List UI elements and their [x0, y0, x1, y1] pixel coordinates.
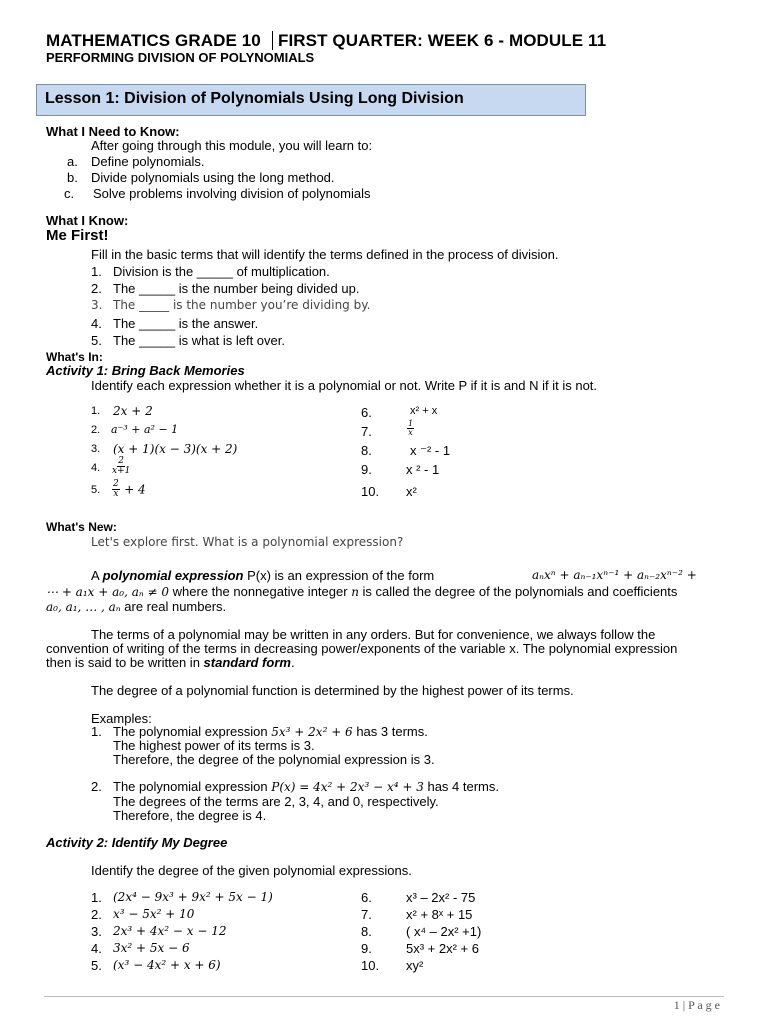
what-i-know-heading: What I Know:	[46, 213, 129, 228]
fraction-numerator: 2	[118, 456, 125, 466]
activity2-title: Activity 2: Identify My Degree	[46, 835, 228, 850]
item-number: 6.	[361, 890, 372, 905]
objective-label: a.	[67, 154, 78, 169]
definition-term: polynomial expression	[102, 568, 244, 583]
question-text: The _____ is what is left over.	[113, 333, 285, 348]
degree-definition: The degree of a polynomial function is determined by the highest power of its terms.	[91, 683, 574, 698]
fraction-numerator: 1	[408, 419, 414, 429]
expression: x ⁻² - 1	[410, 443, 451, 458]
fraction-expression	[407, 420, 414, 438]
fraction-denominator: x+1	[112, 466, 131, 476]
examples-label: Examples:	[91, 711, 152, 726]
question-number: 3.	[91, 298, 103, 312]
fraction-expression	[112, 480, 146, 499]
expression: ( x⁴ – 2x² +1)	[406, 924, 482, 939]
item-number: 10.	[361, 484, 380, 499]
example-text: The polynomial expression	[113, 779, 268, 794]
item-number: 8.	[361, 924, 372, 939]
item-number: 4.	[91, 462, 101, 474]
title-divider	[272, 31, 273, 50]
expression: x²	[406, 484, 417, 499]
question-number: 4.	[91, 316, 102, 331]
item-number: 2.	[91, 424, 101, 436]
example-number: 2.	[91, 779, 102, 794]
expression: 3x² + 5x − 6	[113, 941, 190, 955]
module-title-right: FIRST QUARTER: WEEK 6 - MODULE 11	[278, 31, 607, 50]
item-number: 4.	[91, 941, 102, 956]
objective-text: Solve problems involving division of polynomials	[93, 186, 371, 201]
expression: 2x + 2	[113, 404, 153, 418]
expression: 2x³ + 4x² − x − 12	[113, 924, 227, 938]
example-text: The polynomial expression	[113, 724, 268, 739]
example-line	[113, 779, 499, 794]
item-number: 1.	[91, 890, 102, 905]
expression: (x³ − 4x² + x + 6)	[113, 958, 221, 972]
expression: x³ – 2x² - 75	[406, 890, 476, 905]
item-number: 7.	[361, 907, 372, 922]
need-to-know-heading: What I Need to Know:	[46, 124, 180, 139]
example-line: The degrees of the terms are 2, 3, 4, and 0, respectively.	[113, 794, 439, 809]
question-number: 1.	[91, 264, 102, 279]
question-number: 5.	[91, 333, 102, 348]
module-title-left: MATHEMATICS GRADE 10	[46, 31, 261, 50]
definition-text: P(x) is an expression of the form	[247, 568, 435, 583]
paragraph-line: The terms of a polynomial may be written in any orders. But for convenience, we always follow the	[91, 627, 656, 642]
question-text: Division is the _____ of multiplication.	[113, 264, 330, 279]
module-subtitle: PERFORMING DIVISION OF POLYNOMIALS	[46, 50, 315, 65]
item-number: 2.	[91, 907, 102, 922]
definition-line2	[46, 584, 677, 599]
question-text: The _____ is the number being divided up.	[113, 281, 360, 296]
expression: a⁻³ + a² − 1	[111, 423, 179, 436]
question-text: The _____ is the number you’re dividing by.	[113, 298, 371, 312]
item-number: 6.	[361, 405, 372, 420]
item-number: 5.	[91, 958, 102, 973]
definition-text: is called the degree of the polynomials and coefficients	[362, 584, 678, 599]
item-number: 3.	[91, 924, 102, 939]
expression-tail: + 4	[124, 482, 146, 497]
example-line: Therefore, the degree of the polynomial expression is 3.	[113, 752, 435, 767]
fraction-numerator: 2	[113, 479, 119, 489]
definition-text: where the nonnegative integer	[172, 584, 348, 599]
item-number: 10.	[361, 958, 380, 973]
activity1-title: Activity 1: Bring Back Memories	[46, 363, 245, 378]
objective-text: Divide polynomials using the long method.	[91, 170, 335, 185]
objective-label: b.	[67, 170, 78, 185]
example-number: 1.	[91, 724, 102, 739]
item-number: 1.	[91, 405, 101, 417]
whats-in-heading: What's In:	[46, 350, 103, 364]
definition-text: are real numbers.	[124, 599, 227, 614]
definition-line1	[91, 568, 434, 583]
expression: x² + 8ˣ + 15	[406, 907, 473, 922]
expression: (2x⁴ − 9x³ + 9x² + 5x − 1)	[113, 890, 273, 904]
example-expression: P(x) = 4x² + 2x³ − x⁴ + 3	[271, 780, 424, 794]
footer-divider	[44, 996, 724, 997]
definition-text: A	[91, 568, 99, 583]
coefficients: a₀, a₁, … , aₙ	[46, 600, 121, 614]
example-line: The highest power of its terms is 3.	[113, 738, 315, 753]
item-number: 8.	[361, 443, 372, 458]
objective-label: c.	[64, 186, 75, 201]
fraction-expression	[112, 457, 130, 476]
paragraph-line: convention of writing of the terms in decreasing power/exponents of the variable x. The polynomial expression	[46, 641, 678, 656]
item-number: 9.	[361, 462, 372, 477]
question-number: 2.	[91, 281, 102, 296]
item-number: 9.	[361, 941, 372, 956]
expression: 5x³ + 2x² + 6	[406, 941, 479, 956]
activity1-instruction: Identify each expression whether it is a polynomial or not. Write P if it is and N if it is not.	[91, 378, 598, 393]
lesson-title: Lesson 1: Division of Polynomials Using Long Division	[45, 90, 464, 107]
fill-in-instruction: Fill in the basic terms that will identify the terms defined in the process of division.	[91, 247, 559, 262]
paragraph-text: then is said to be written in	[46, 655, 200, 670]
polynomial-general-form: aₙxⁿ + aₙ₋₁xⁿ⁻¹ + aₙ₋₂xⁿ⁻² +	[532, 568, 697, 582]
definition-line3	[46, 599, 226, 614]
polynomial-general-form-tail: ⋯ + a₁x + a₀, aₙ ≠ 0	[46, 585, 170, 599]
expression: (x + 1)(x − 3)(x + 2)	[113, 442, 238, 456]
me-first-heading: Me First!	[46, 227, 109, 244]
item-number: 3.	[91, 443, 101, 455]
variable-n: n	[351, 585, 359, 599]
whats-new-heading: What's New:	[46, 520, 117, 534]
example-text: has 3 terms.	[356, 724, 428, 739]
fraction-denominator: x	[113, 489, 119, 499]
lesson-title-box	[36, 84, 586, 116]
need-to-know-intro: After going through this module, you will learn to:	[91, 138, 373, 153]
objective-text: Define polynomials.	[91, 154, 205, 169]
example-text: has 4 terms.	[427, 779, 499, 794]
whats-new-intro: Let's explore first. What is a polynomial expression?	[91, 535, 404, 549]
example-line: Therefore, the degree is 4.	[113, 808, 267, 823]
question-text: The _____ is the answer.	[113, 316, 259, 331]
expression: xy²	[406, 958, 424, 973]
page-number: 1 | P a g e	[673, 998, 720, 1012]
fraction-denominator: x	[408, 428, 413, 438]
activity2-instruction: Identify the degree of the given polynomial expressions.	[91, 863, 412, 878]
example-line	[113, 724, 428, 739]
expression: x ² - 1	[406, 462, 440, 477]
expression: x² + x	[410, 405, 438, 417]
item-number: 7.	[361, 424, 372, 439]
example-expression: 5x³ + 2x² + 6	[271, 725, 353, 739]
item-number: 5.	[91, 484, 101, 496]
paragraph-line	[46, 655, 295, 670]
expression: x³ − 5x² + 10	[113, 907, 195, 921]
paragraph-text: .	[290, 655, 295, 670]
standard-form-term: standard form	[203, 655, 291, 670]
